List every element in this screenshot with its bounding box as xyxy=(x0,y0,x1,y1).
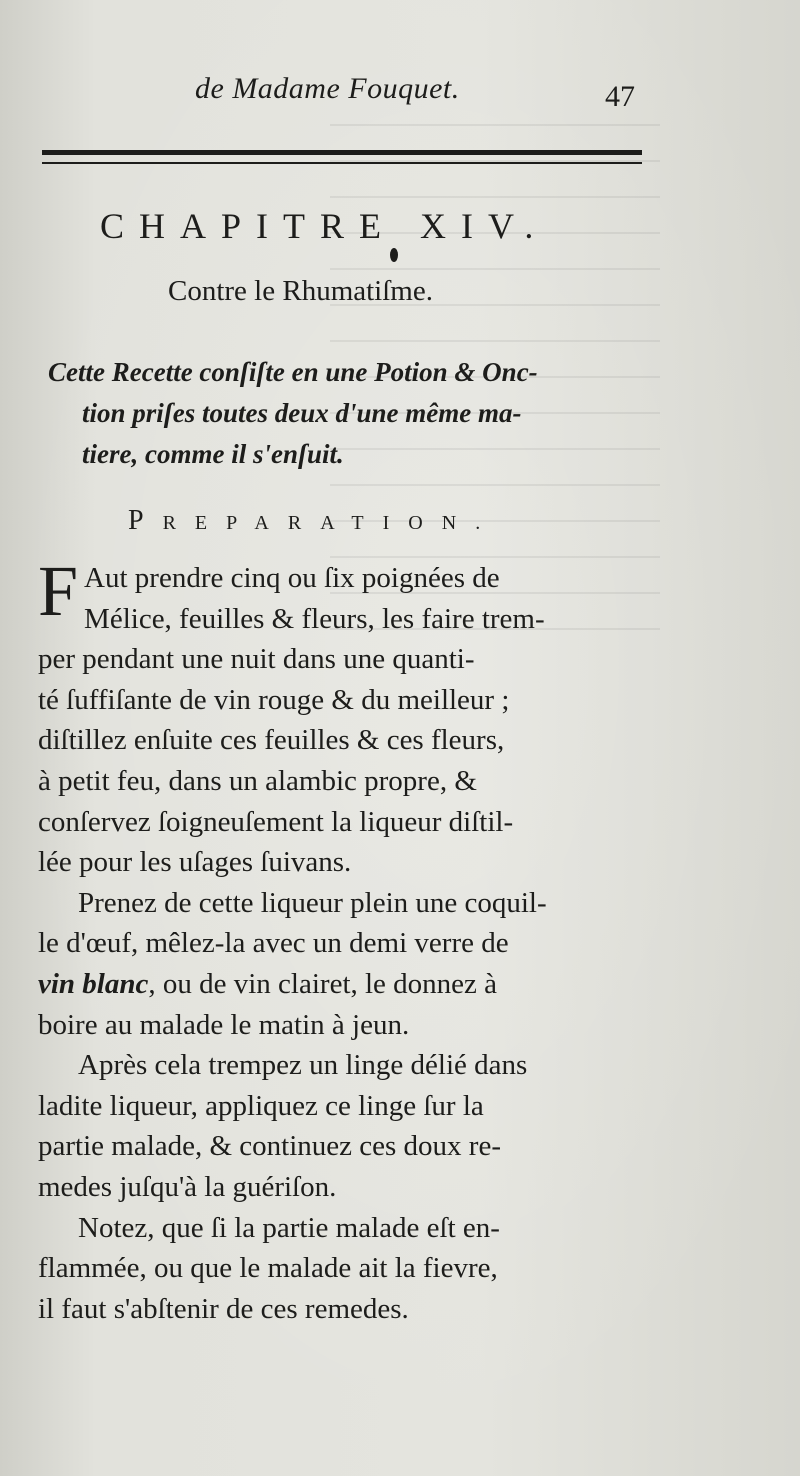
intro-line: tion priſes toutes deux d'une même ma- xyxy=(82,398,522,428)
text-line: conſervez ſoigneuſement la liqueur diſtil- xyxy=(38,805,514,838)
text-line: le d'œuf, mêlez-la avec un demi verre de xyxy=(38,927,509,960)
text-line: Notez, que ſi la partie malade eſt en- xyxy=(78,1211,500,1244)
header-rule-thick xyxy=(42,150,642,155)
text-line: boire au malade le matin à jeun. xyxy=(38,1008,410,1041)
section-heading-initial: P xyxy=(128,505,163,536)
drop-cap: F xyxy=(38,551,79,631)
text-line: partie malade, & continuez ces doux re- xyxy=(38,1130,501,1163)
text-line: Mélice, feuilles & fleurs, les faire trem- xyxy=(84,602,545,635)
italic-phrase: vin blanc xyxy=(38,967,149,1000)
body-text xyxy=(38,551,658,1329)
text-line: medes juſqu'à la guériſon. xyxy=(38,1170,337,1203)
section-heading-rest: REPARATION. xyxy=(162,512,500,534)
text-line: diſtillez enſuite ces feuilles & ces fleurs, xyxy=(38,724,505,757)
text-line: té ſuffiſante de vin rouge & du meilleur ; xyxy=(38,683,510,716)
section-heading xyxy=(128,505,499,537)
intro-line: tiere, comme il s'enſuit. xyxy=(82,439,344,469)
text-fragment: , ou de vin clairet, le donnez à xyxy=(148,967,498,1000)
text-line: Prenez de cette liqueur plein une coquil- xyxy=(78,886,547,919)
page-number: 47 xyxy=(605,80,635,113)
text-line: à petit feu, dans un alambic propre, & xyxy=(38,764,477,797)
text-line-mixed xyxy=(38,964,658,1005)
ink-smudge xyxy=(390,248,398,262)
text-line: lée pour les uſages ſuivans. xyxy=(38,846,352,879)
text-line: il faut s'abſtenir de ces remedes. xyxy=(38,1292,409,1325)
intro-line: Cette Recette conſiſte en une Potion & Onc- xyxy=(48,357,538,387)
text-line: Après cela trempez un linge délié dans xyxy=(78,1049,528,1082)
text-line: per pendant une nuit dans une quanti- xyxy=(38,643,475,676)
chapter-subtitle: Contre le Rhumatiſme. xyxy=(168,275,433,307)
text-line: Aut prendre cinq ou ſix poignées de xyxy=(84,562,500,594)
text-line: ladite liqueur, appliquez ce linge ſur la xyxy=(38,1089,484,1122)
recipe-intro xyxy=(48,352,658,475)
header-rule-thin xyxy=(42,162,642,164)
chapter-title: CHAPITRE XIV. xyxy=(100,206,549,246)
text-line: flammée, ou que le malade ait la fievre, xyxy=(38,1252,498,1285)
running-head: de Madame Fouquet. xyxy=(195,72,460,105)
